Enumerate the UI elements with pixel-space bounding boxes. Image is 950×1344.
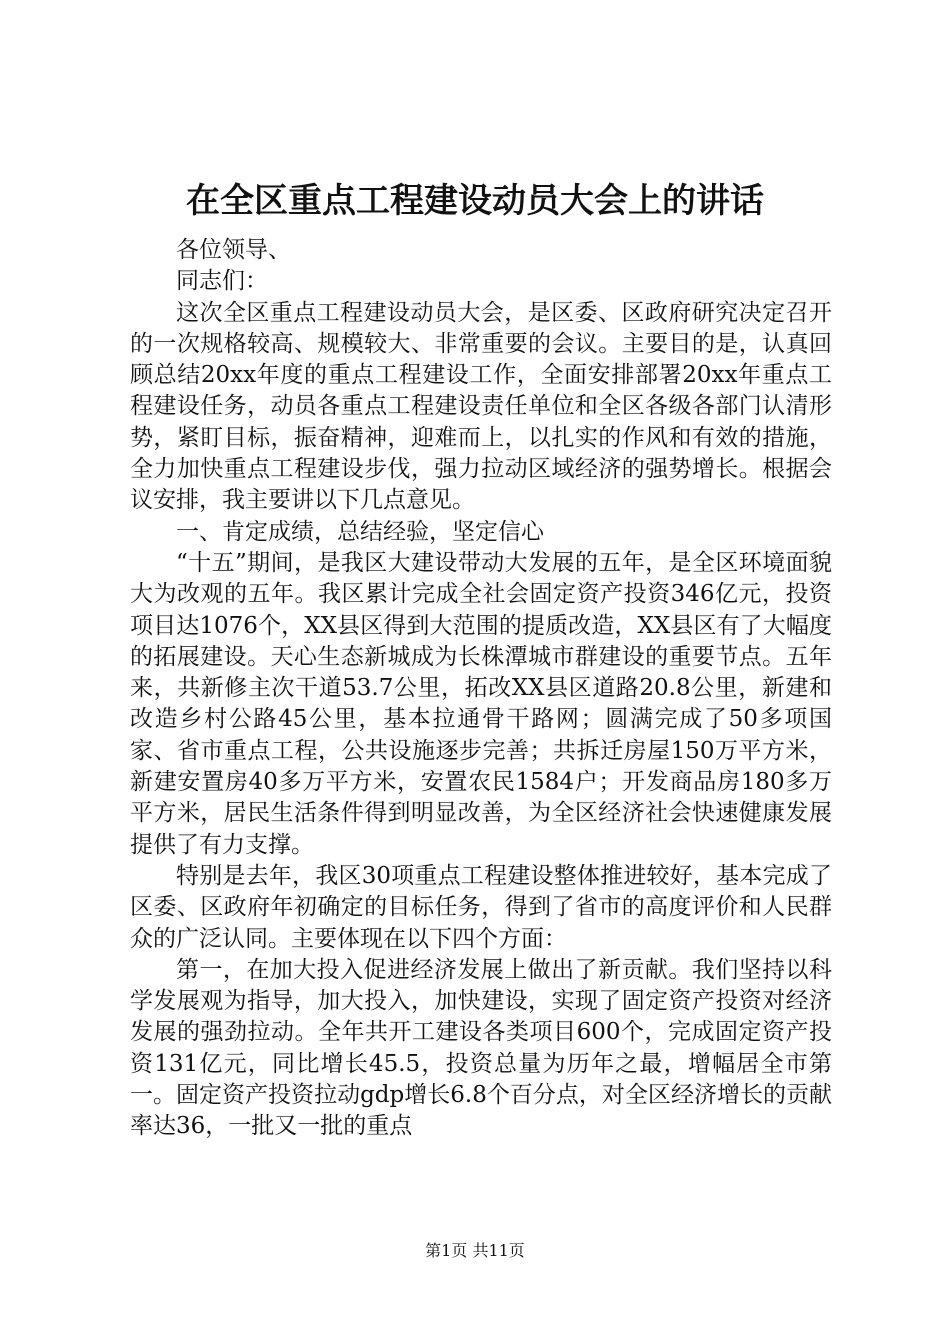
section-heading-1: 一、肯定成绩，总结经验，坚定信心 xyxy=(176,518,544,545)
page-footer: 第1页 共11页 xyxy=(425,1241,525,1260)
salutation-line-1: 各位领导、 xyxy=(176,237,291,263)
paragraph-first-point: 第一，在加大投入促进经济发展上做出了新贡献。我们坚持以科学发展观为指导，加大投入，加快建设，实现了固定资产投资对经济发展的强劲拉动。全年共开工建设各类项目600个，完成固定资产投资131亿元，同比增长45.5，投资总量为历年之最，增幅居全市第一。固定资产投资拉动gdp增长6.8个百分点，对全区经济增长的贡献率达36，一批又一批的重点 xyxy=(130,956,832,1140)
document-title: 在全区重点工程建设动员大会上的讲话 xyxy=(186,181,764,221)
paragraph-intro: 这次全区重点工程建设动员大会，是区委、区政府研究决定召开的一次规格较高、规模较大、非常重要的会议。主要目的是，认真回顾总结20xx年度的重点工程建设工作，全面安排部署20xx年重点工程建设任务，动员各重点工程建设责任单位和全区各级各部门认清形势，紧盯目标，振奋精神，迎难而上，以扎实的作风和有效的措施，全力加快重点工程建设步伐，强力拉动区域经济的强势增长。根据会议安排，我主要讲以下几点意见。 xyxy=(130,299,832,514)
document-body xyxy=(130,235,832,1143)
paragraph-fifteenth-plan: “十五”期间，是我区大建设带动大发展的五年，是全区环境面貌大为改观的五年。我区累计完成全社会固定资产投资346亿元，投资项目达1076个，XX县区得到大范围的提质改造，XX县区有了大幅度的拓展建设。天心生态新城成为长株潭城市群建设的重要节点。五年来，共新修主次干道53.7公里，拓改XX县区道路20.8公里，新建和改造乡村公路45公里，基本拉通骨干路网；圆满完成了50多项国家、省市重点工程，公共设施逐步完善；共拆迁房屋150万平方米，新建安置房40多万平方米，安置农民1584户；开发商品房180多万平方米，居民生活条件得到明显改善，为全区经济社会快速健康发展提供了有力支撑。 xyxy=(130,549,832,858)
salutation-line-2: 同志们： xyxy=(176,268,268,295)
paragraph-last-year: 特别是去年，我区30项重点工程建设整体推进较好，基本完成了区委、区政府年初确定的目标任务，得到了省市的高度评价和人民群众的广泛认同。主要体现在以下四个方面： xyxy=(130,862,832,952)
